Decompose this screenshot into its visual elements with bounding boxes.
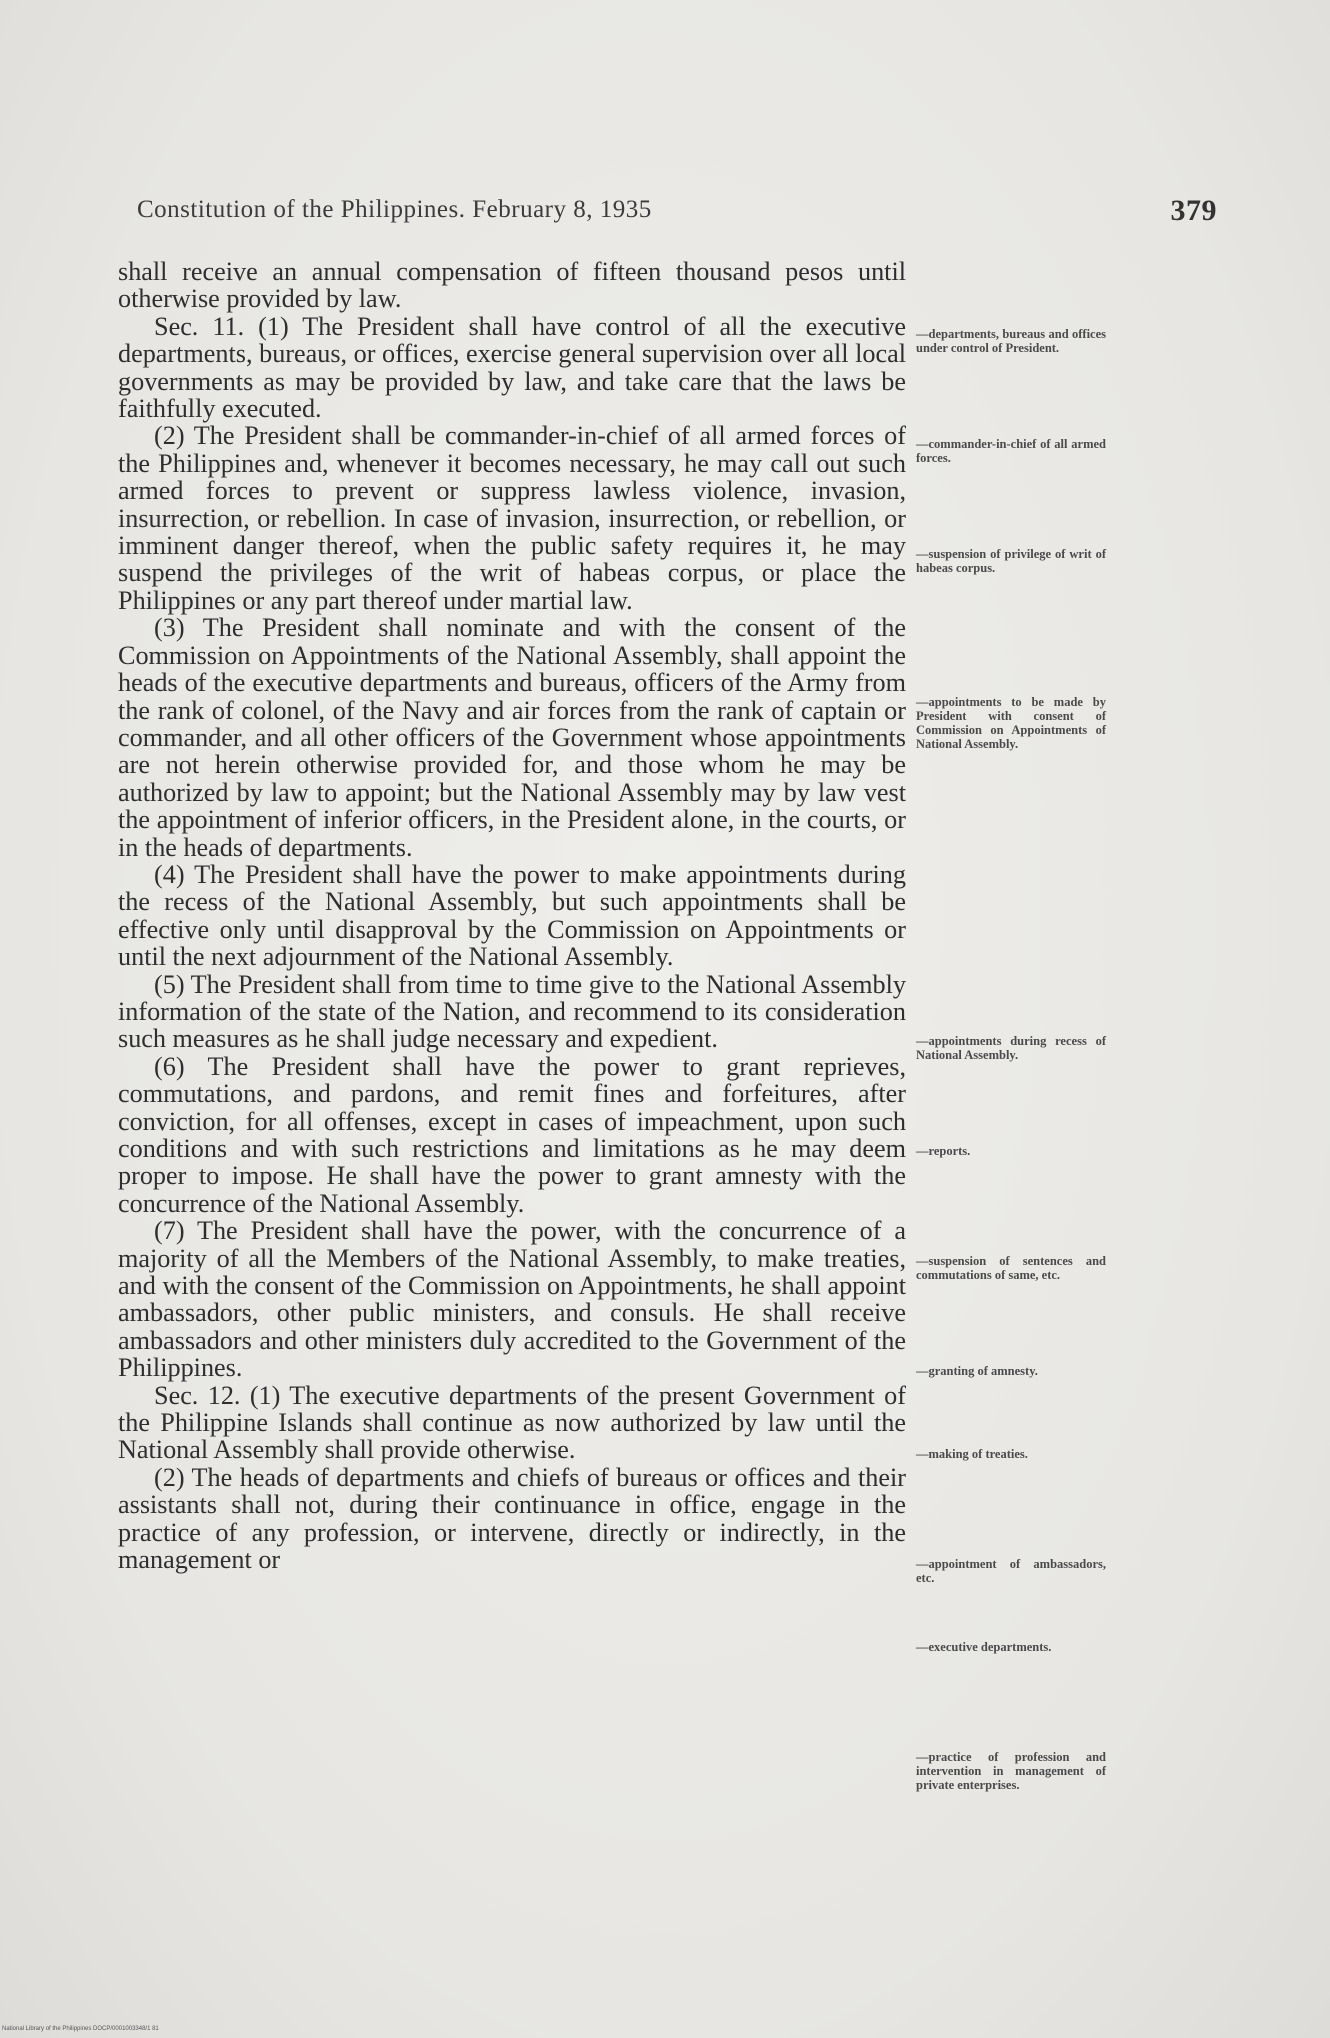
paragraph: (6) The President shall have the power to grant reprieves, commutations, and pardons, and remit fines and forfeitures, after conviction, for all offenses, except in cases of impeachment, upon such conditions and with such restrictions and limitations as he may deem proper to impose. He shall have the power to grant amnesty with the concurrence of the National Assembly. — [118, 1051, 906, 1218]
body-text — [118, 258, 906, 1574]
paragraph: Sec. 11. (1) The President shall have control of all the executive departments, bureaus, or offices, exercise general supervision over all local governments as may be provided by law, and take care that the laws be faithfully executed. — [118, 311, 906, 424]
paragraph: shall receive an annual compensation of fifteen thousand pesos until otherwise provided by law. — [118, 257, 906, 314]
margin-note: —suspension of sentences and commutations of same, etc. — [916, 1254, 1106, 1282]
paragraph: (3) The President shall nominate and with the consent of the Commission on Appointments of the National Assembly, shall appoint the heads of the executive departments and bureaus, officers of the Army from the rank of colonel, of the Navy and air forces from the rank of captain or commander, and all other officers of the Government whose appointments are not herein otherwise provided for, and those whom he may be authorized by law to appoint; but the National Assembly may by law vest the appointment of inferior officers, in the President alone, in the courts, or in the heads of departments. — [118, 613, 906, 862]
page-header — [137, 194, 1217, 227]
margin-note: —suspension of privilege of writ of habeas corpus. — [916, 547, 1106, 575]
paragraph: (5) The President shall from time to time give to the National Assembly information of the state of the Nation, and recommend to its consideration such measures as he shall judge necessary and expedient. — [118, 969, 906, 1054]
paragraph: (2) The heads of departments and chiefs of bureaus or offices and their assistants shall not, during their continuance in office, engage in the practice of any profession, or intervene, directly or indirectly, in the management or — [118, 1462, 906, 1575]
scan-footer: National Library of the Philippines DOCP/0001003348/1 81 — [2, 2026, 159, 2032]
margin-note: —appointment of ambassadors, etc. — [916, 1557, 1106, 1585]
paragraph: (2) The President shall be commander-in-chief of all armed forces of the Philippines and, whenever it becomes necessary, he may call out such armed forces to prevent or suppress lawless violence, invasion, insurrection, or rebellion. In case of invasion, insurrection, or rebellion, or imminent danger thereof, when the public safety requires it, he may suspend the privileges of the writ of habeas corpus, or place the Philippines or any part thereof under martial law. — [118, 421, 906, 615]
margin-note: —appointments during recess of National Assembly. — [916, 1034, 1106, 1062]
running-head: Constitution of the Philippines. February 8, 1935 — [137, 196, 652, 223]
margin-note: —reports. — [916, 1144, 971, 1158]
margin-note: —appointments to be made by President with consent of Commission on Appointments of National Assembly. — [916, 695, 1106, 751]
paragraph: (7) The President shall have the power, with the concurrence of a majority of all the Members of the National Assembly, to make treaties, and with the consent of the Commission on Appointments, he shall appoint ambassadors, other public ministers, and consuls. He shall receive ambassadors and other ministers duly accredited to the Government of the Philippines. — [118, 1216, 906, 1383]
paragraph: Sec. 12. (1) The executive departments of the present Government of the Philippine Islands shall continue as now authorized by law until the National Assembly shall provide otherwise. — [118, 1380, 906, 1465]
margin-note: —departments, bureaus and offices under control of President. — [916, 327, 1106, 355]
margin-note: —making of treaties. — [916, 1447, 1028, 1461]
margin-note: —practice of profession and intervention in management of private enterprises. — [916, 1750, 1106, 1792]
page-number: 379 — [1170, 194, 1217, 227]
margin-note: —executive departments. — [916, 1640, 1052, 1654]
paragraph: (4) The President shall have the power to make appointments during the recess of the National Assembly, but such appointments shall be effective only until disapproval by the Commission on Appointments or until the next adjournment of the National Assembly. — [118, 859, 906, 972]
margin-note: —commander-in-chief of all armed forces. — [916, 437, 1106, 465]
margin-note: —granting of amnesty. — [916, 1364, 1038, 1378]
